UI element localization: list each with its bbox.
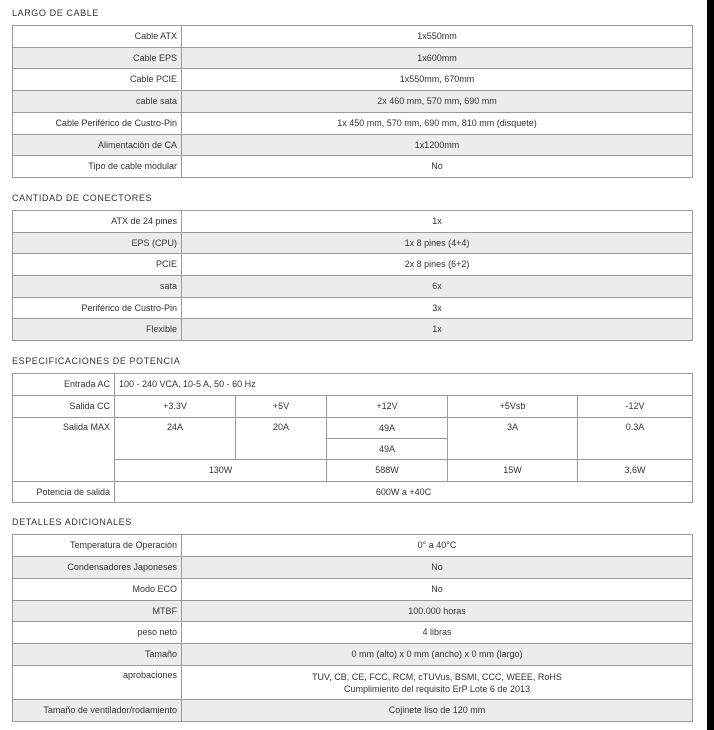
row-label: Alimentación de CA [13,135,182,156]
table-row [13,482,693,503]
row-label: Modo ECO [13,579,182,601]
row-label: Cable Periférico de Custro-Pin [13,113,182,135]
table-row [13,319,693,341]
row-value: 100.000 horas [182,601,693,622]
max-output-label: Salida MAX [13,418,115,482]
max-5v: 20A [236,418,327,460]
table-row [13,135,693,156]
rail-neg12v: -12V [578,396,693,418]
approvals-value [182,666,693,700]
table-row [13,700,693,722]
window-edge-bar [707,0,714,730]
row-value: 0° a 40°C [182,535,693,557]
row-value: 4 libras [182,622,693,644]
table-row [13,211,693,233]
row-label: Cable EPS [13,48,182,69]
table-row [13,557,693,579]
table-row [13,396,693,418]
power-specs-table [12,373,693,503]
row-label: Tipo de cable modular [13,156,182,178]
output-power-label: Potencia de salida [13,482,115,503]
input-ac-label: Entrada AC [13,374,115,396]
table-row [13,298,693,319]
row-label: ATX de 24 pines [13,211,182,233]
section-title-connectors: CANTIDAD DE CONECTORES [12,193,153,203]
table-row [13,374,693,396]
watts-12v: 588W [327,460,448,482]
row-value: 1x 8 pines (4+4) [182,233,693,254]
rail-12v: +12V [327,396,448,418]
max-12v-b: 49A [327,439,448,460]
input-ac-value: 100 - 240 VCA, 10-5 A, 50 - 60 Hz [115,374,693,396]
row-label: Periférico de Custro-Pin [13,298,182,319]
max-neg12v: 0.3A [578,418,693,460]
row-label: aprobaciones [13,666,182,700]
row-label: Temperatura de Operación [13,535,182,557]
row-value: No [182,579,693,601]
row-label: Cable ATX [13,26,182,48]
row-value: 3x [182,298,693,319]
row-value: 1x550mm [182,26,693,48]
row-value: 0 mm (alto) x 0 mm (ancho) x 0 mm (largo) [182,644,693,666]
table-row [13,254,693,276]
output-dc-label: Salida CC [13,396,115,418]
row-label: Flexible [13,319,182,341]
row-value: 2x 460 mm, 570 mm, 690 mm [182,91,693,113]
table-row [13,276,693,298]
rail-5vsb: +5Vsb [448,396,578,418]
output-power-value: 600W a +40C [115,482,693,503]
section-title-details: DETALLES ADICIONALES [12,517,132,527]
section-title-cable-length: LARGO DE CABLE [12,8,99,18]
table-row [13,535,693,557]
table-row [13,233,693,254]
rail-3v3: +3.3V [115,396,236,418]
table-row [13,418,693,439]
row-value: 6x [182,276,693,298]
table-row [13,113,693,135]
table-row [13,622,693,644]
table-row [13,460,693,482]
row-value: 1x 450 mm, 570 mm, 690 mm, 810 mm (disquete) [182,113,693,135]
row-value: No [182,156,693,178]
table-row [13,91,693,113]
max-12v-a: 49A [327,418,448,439]
row-value: 1x600mm [182,48,693,69]
row-label: peso neto [13,622,182,644]
max-5vsb: 3A [448,418,578,460]
table-row [13,579,693,601]
row-label: PCIE [13,254,182,276]
rail-5v: +5V [236,396,327,418]
cable-length-table [12,25,693,178]
approvals-line-1: TUV, CB, CE, FCC, RCM, cTUVus, BSMI, CCC, WEEE, RoHS [312,671,562,682]
table-row [13,69,693,91]
row-value: 2x 8 pines (6+2) [182,254,693,276]
row-value: 1x [182,211,693,233]
table-row [13,26,693,48]
row-value: 1x [182,319,693,341]
table-row [13,156,693,178]
row-value: 1x550mm, 670mm [182,69,693,91]
row-label: Cable PCIE [13,69,182,91]
details-table [12,534,693,722]
row-label: Tamaño [13,644,182,666]
max-3v3: 24A [115,418,236,460]
watts-combined: 130W [115,460,327,482]
table-row [13,666,693,700]
row-label: Condensadores Japoneses [13,557,182,579]
connectors-table [12,210,693,341]
row-label: EPS (CPU) [13,233,182,254]
approvals-line-2: Cumplimiento del requisito ErP Lote 6 de 2013 [344,683,530,694]
row-label: cable sata [13,91,182,113]
table-row [13,644,693,666]
row-value: No [182,557,693,579]
row-label: sata [13,276,182,298]
watts-neg12v: 3,6W [578,460,693,482]
row-label: MTBF [13,601,182,622]
table-row [13,48,693,69]
section-title-power: ESPECIFICACIONES DE POTENCIA [12,356,181,366]
row-label: Tamaño de ventilador/rodamiento [13,700,182,722]
watts-5vsb: 15W [448,460,578,482]
row-value: 1x1200mm [182,135,693,156]
table-row [13,601,693,622]
row-value: Cojinete liso de 120 mm [182,700,693,722]
